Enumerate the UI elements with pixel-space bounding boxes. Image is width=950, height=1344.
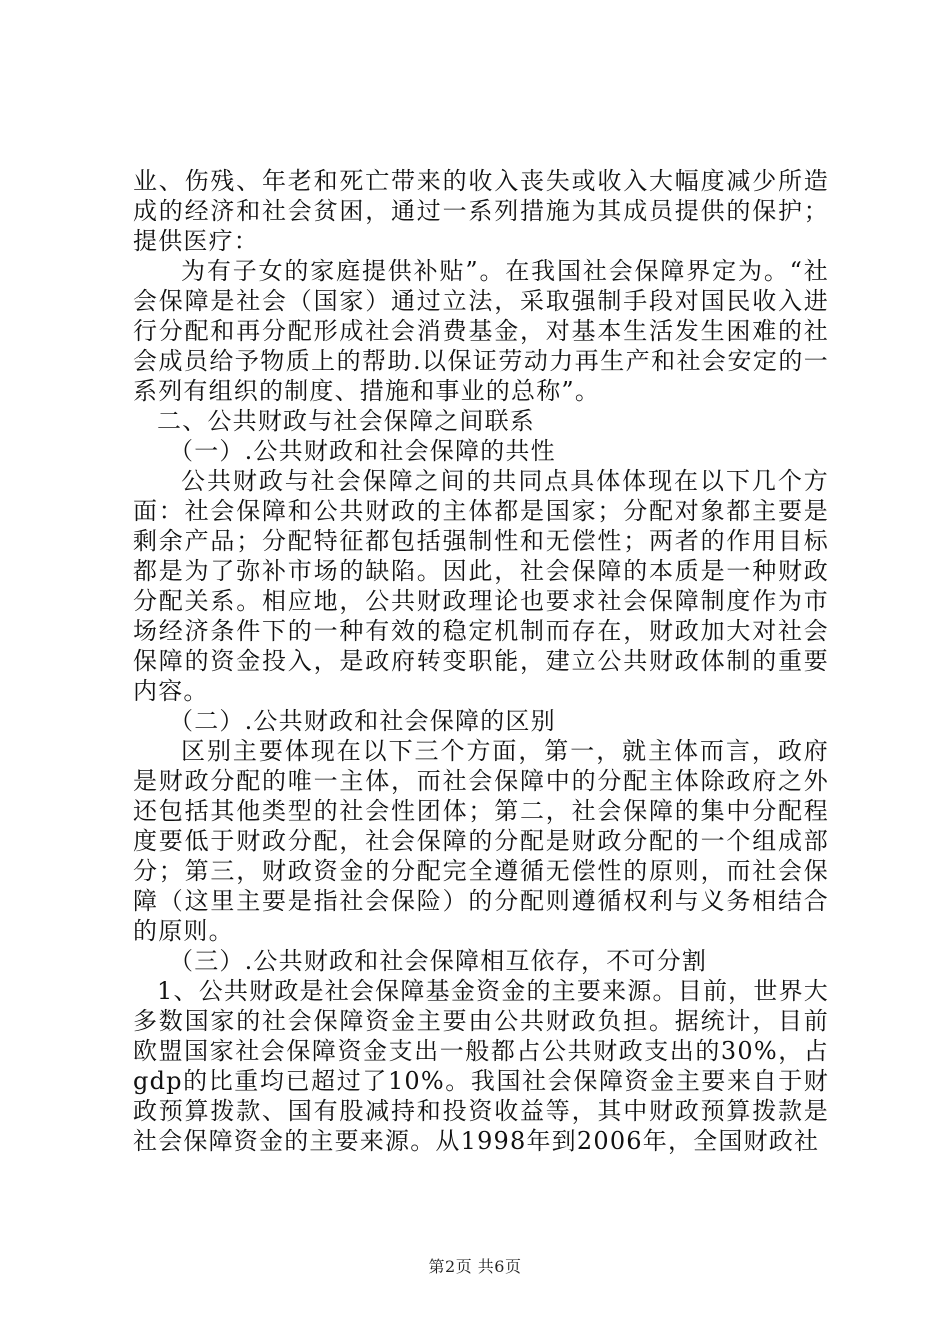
page-number-footer: 第2页 共6页 (428, 1257, 522, 1276)
section-heading: 二、公共财政与社会保障之间联系 (157, 407, 535, 435)
subsection-heading-difference: （二）.公共财政和社会保障的区别 (169, 707, 556, 735)
paragraph-difference: 区别主要体现在以下三个方面，第一，就主体而言，政府是财政分配的唯一主体，而社会保障中的分配主体除政府之外还包括其他类型的社会性团体；第二，社会保障的集中分配程度要低于财政分配，社会保障的分配是财政分配的一个组成部分；第三，财政资金的分配完全遵循无偿性的原则，而社会保障（这里主要是指社会保险）的分配则遵循权利与义务相结合的原则。 (133, 737, 829, 945)
document-body (133, 166, 829, 1156)
paragraph-definition: 为有子女的家庭提供补贴”。在我国社会保障界定为。“社会保障是社会（国家）通过立法，采取强制手段对国民收入进行分配和再分配形成社会消费基金，对基本生活发生困难的社会成员给予物质上的帮助.以保证劳动力再生产和社会安定的一系列有组织的制度、措施和事业的总称”。 (133, 257, 829, 405)
paragraph-commonality: 公共财政与社会保障之间的共同点具体体现在以下几个方面：社会保障和公共财政的主体都是国家；分配对象都主要是剩余产品；分配特征都包括强制性和无偿性；两者的作用目标都是为了弥补市场的缺陷。因此，社会保障的本质是一种财政分配关系。相应地，公共财政理论也要求社会保障制度作为市场经济条件下的一种有效的稳定机制而存在，财政加大对社会保障的资金投入，是政府转变职能，建立公共财政体制的重要内容。 (133, 467, 829, 705)
paragraph-continuation: 业、伤残、年老和死亡带来的收入丧失或收入大幅度减少所造成的经济和社会贫困，通过一系列措施为其成员提供的保护；提供医疗： (133, 167, 829, 255)
subsection-heading-commonality: （一）.公共财政和社会保障的共性 (169, 437, 556, 465)
subsection-heading-interdependence: （三）.公共财政和社会保障相互依存，不可分割 (169, 947, 708, 975)
paragraph-interdependence: 1、公共财政是社会保障基金资金的主要来源。目前，世界大多数国家的社会保障资金主要由公共财政负担。据统计，目前欧盟国家社会保障资金支出一般都占公共财政支出的30%，占gdp的比重均已超过了10%。我国社会保障资金主要来自于财政预算拨款、国有股减持和投资收益等，其中财政预算拨款是社会保障资金的主要来源。从1998年到2006年，全国财政社 (133, 977, 829, 1155)
